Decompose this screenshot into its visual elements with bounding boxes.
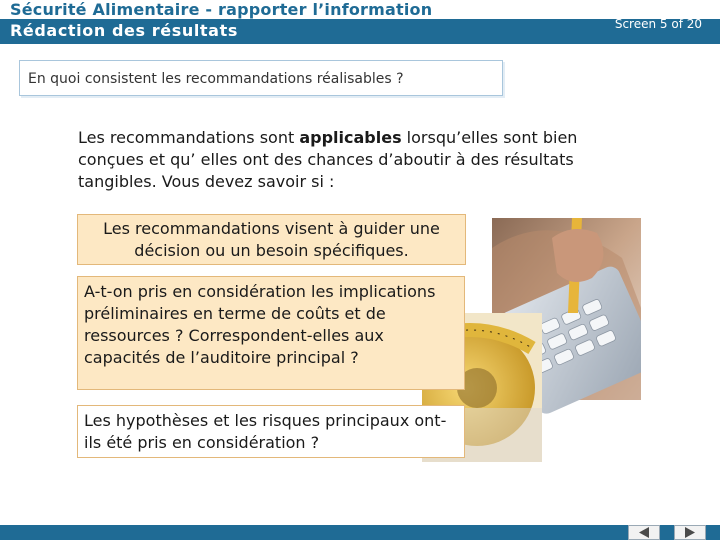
question-box: En quoi consistent les recommandations réalisables ?: [19, 60, 503, 96]
intro-text-bold: applicables: [299, 128, 402, 147]
page-subtitle: Rédaction des résultats: [10, 21, 238, 40]
criterion-box-decision: Les recommandations visent à guider une décision ou un besoin spécifiques.: [77, 214, 466, 265]
criterion-box-risks: Les hypothèses et les risques principaux ont-ils été pris en considération ?: [77, 405, 465, 458]
previous-screen-button[interactable]: [628, 525, 660, 540]
criterion-box-costs: A-t-on pris en considération les implications préliminaires en terme de coûts et de ressources ? Correspondent-elles aux capacités de l’auditoire principal ?: [77, 276, 465, 390]
screen-counter: Screen 5 of 20: [614, 17, 702, 31]
next-screen-button[interactable]: [674, 525, 706, 540]
intro-paragraph: [78, 127, 608, 193]
intro-text-after: lorsqu’elles sont bien conçues et qu’ elles ont des chances d’aboutir à des résultats tangibles. Vous devez savoir si :: [78, 128, 578, 191]
intro-text-before: Les recommandations sont: [78, 128, 300, 147]
header: [0, 0, 720, 44]
triangle-right-icon: [684, 527, 696, 538]
triangle-left-icon: [638, 527, 650, 538]
page-title: Sécurité Alimentaire - rapporter l’information: [10, 0, 433, 19]
footer-bar: [0, 525, 720, 540]
